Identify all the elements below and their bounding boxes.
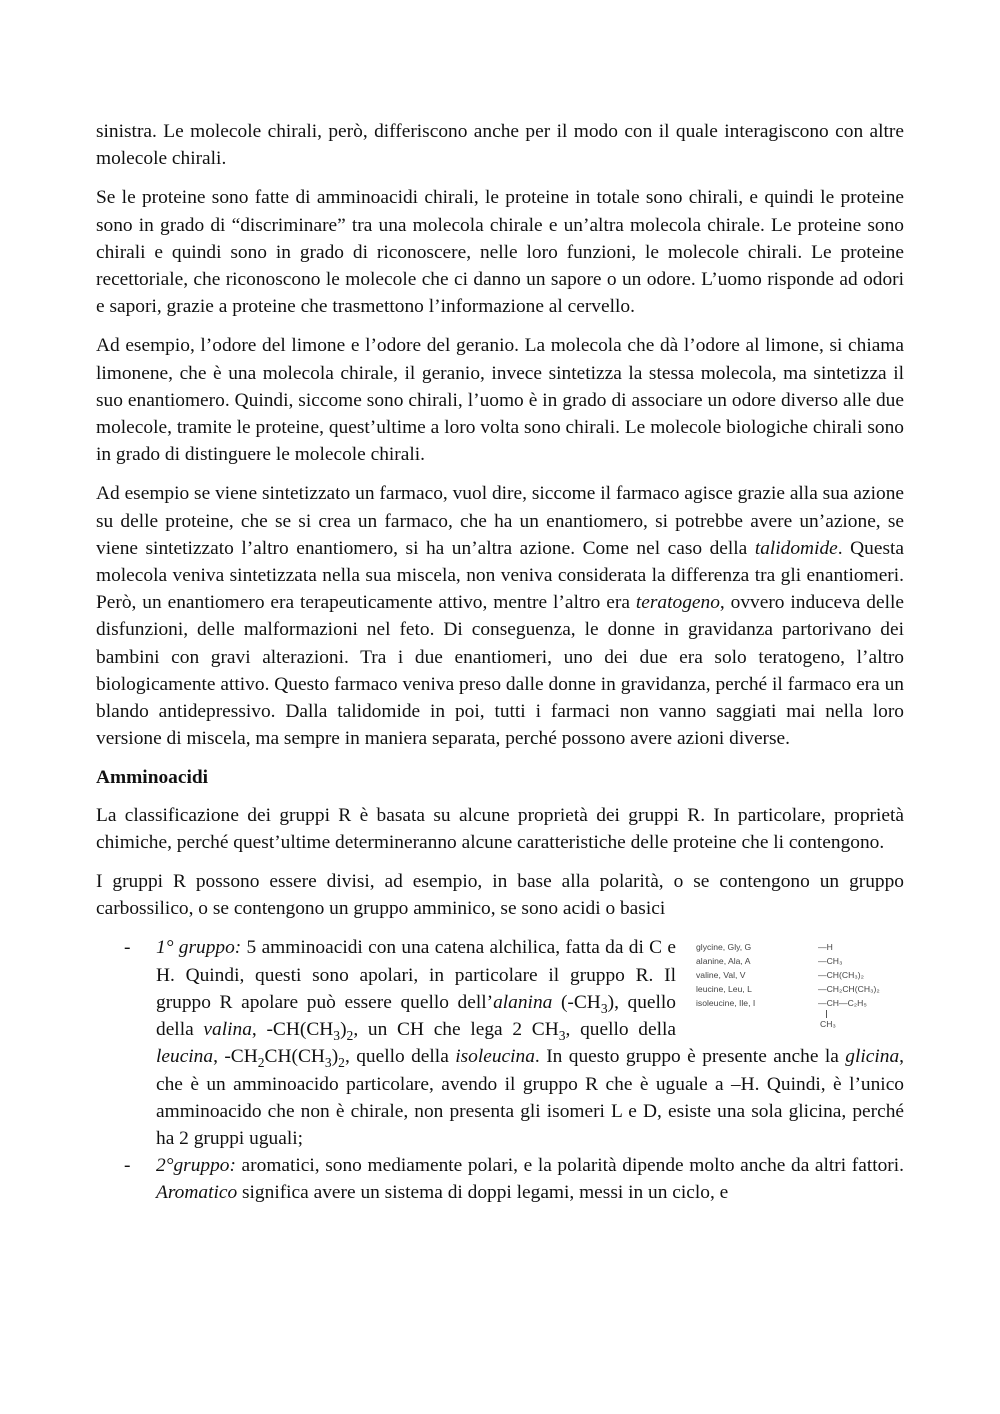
isoleucine-branch-ch3: CH₃ xyxy=(820,1019,836,1030)
term-talidomide: talidomide xyxy=(754,537,838,559)
term-teratogeno: teratogeno xyxy=(635,592,720,614)
figure-row-valine: valine, Val, V —CH(CH₃)₂ xyxy=(696,970,864,981)
group-list xyxy=(96,934,904,1206)
figure-row-alanine: alanine, Ala, A —CH₃ xyxy=(696,956,843,967)
list-item-group-1: - glycine, Gly, G —H alanine, Ala, A —CH₃ valine, Val, V —CH(CH₃)₂ leucine, Leu, L —CH₂CH(CH₃)₂ isoleucine, Ile, I —CH—C₂H₅ CH₃ 1° gruppo: 5 amminoacidi con una catena alchilica, fatta da di C e H. Quindi, questi sono apolari, in particolare il gruppo R. Il gruppo R apolare può essere quello dell’alanina $(-CH_3)$, quello della valina, $-CH(CH_3)_2$, un CH che lega 2 $CH_3$, quello della leucina, $-CH_2CH(CH_3)_2$, quello della isoleucina. In questo gruppo è presente anche la glicina, che è un amminoacido particolare, avendo il gruppo R che è uguale a –H. Quindi, è l’unico amminoacido che non è chirale, non presenta gli isomeri L e D, esiste una sola glicina, perché ha 2 gruppi uguali; xyxy=(96,934,904,1152)
list-item-group-2: - 2°gruppo: aromatici, sono mediamente polari, e la polarità dipende molto anche da altri fattori. Aromatico significa avere un sistema di doppi legami, messi in un ciclo, e xyxy=(96,1152,904,1206)
paragraph-2: Se le proteine sono fatte di amminoacidi chirali, le proteine in totale sono chirali, e quindi le proteine sono in grado di “discriminare” tra una molecola chirale e un’altra molecola chirale. Le proteine sono chirali e quindi sono in grado di riconoscere, nelle loro funzioni, le molecole chirali. Le proteine recettoriale, che riconoscono le molecole che ci danno un sapore o un odore. L’uomo risponde ad odori e sapori, grazie a proteine che trasmettono l’informazione al cervello. xyxy=(96,187,904,318)
group-1-label: 1° gruppo: xyxy=(156,937,242,959)
figure-row-glycine: glycine, Gly, G —H xyxy=(696,942,833,953)
amino-acid-figure xyxy=(696,940,902,1032)
paragraph-3: Ad esempio, l’odore del limone e l’odore del geranio. La molecola che dà l’odore al limone, si chiama limonene, che è una molecola chirale, il geranio, invece sintetizza la stessa molecola, ma sintetizza il suo enantiomero. Quindi, siccome sono chirali, l’uomo è in grado di associare un odore diverso alle due molecole, tramite le proteine, quest’ultime a loro volta sono chirali. Le molecole biologiche chirali sono in grado di distinguere le molecole chirali. xyxy=(96,335,904,466)
group-2-label: 2°gruppo: xyxy=(156,1155,236,1177)
document-page xyxy=(96,118,904,1207)
figure-row-isoleucine: isoleucine, Ile, I —CH—C₂H₅ xyxy=(696,998,867,1009)
list-dash: - xyxy=(124,937,131,959)
figure-row-leucine: leucine, Leu, L —CH₂CH(CH₃)₂ xyxy=(696,984,880,995)
list-dash: - xyxy=(124,1155,131,1177)
paragraph-4: Ad esempio se viene sintetizzato un farmaco, vuol dire, siccome il farmaco agisce grazie alla sua azione su delle proteine, che se si crea un farmaco, che ha un enantiomero, si potrebbe avere un’azione, se viene sintetizzato l’altro enantiomero, si ha un’altra azione. Come nel caso della talidomide. Questa molecola veniva sintetizzata nella sua miscela, non veniva considerata la differenza tra gli enantiomeri. Però, un enantiomero era terapeuticamente attivo, mentre l’altro era teratogeno, ovvero induceva delle disfunzioni, delle malformazioni nel feto. Di conseguenza, le donne in gravidanza partorivano dei bambini con gravi alterazioni. Tra i due enantiomeri, uno dei due era solo teratogeno, l’altro biologicamente attivo. Questo farmaco veniva preso dalle donne in gravidanza, perché il farmaco era un blando antidepressivo. Dalla talidomide in poi, tutti i farmaci non vanno saggiati mai nella loro versione di miscela, ma sempre in maniera separata, perché possono avere azioni diverse. xyxy=(96,483,904,750)
paragraph-1: sinistra. Le molecole chirali, però, differiscono anche per il modo con il quale interagiscono con altre molecole chirali. xyxy=(96,121,904,170)
paragraph-5: La classificazione dei gruppi R è basata su alcune proprietà dei gruppi R. In particolare, proprietà chimiche, perché quest’ultime determineranno alcune caratteristiche delle proteine che li contengono. xyxy=(96,804,904,853)
paragraph-6: I gruppi R possono essere divisi, ad esempio, in base alla polarità, o se contengono un gruppo carbossilico, o se contengono un gruppo amminico, se sono acidi o basici xyxy=(96,871,904,920)
section-heading: Amminoacidi xyxy=(96,767,209,789)
